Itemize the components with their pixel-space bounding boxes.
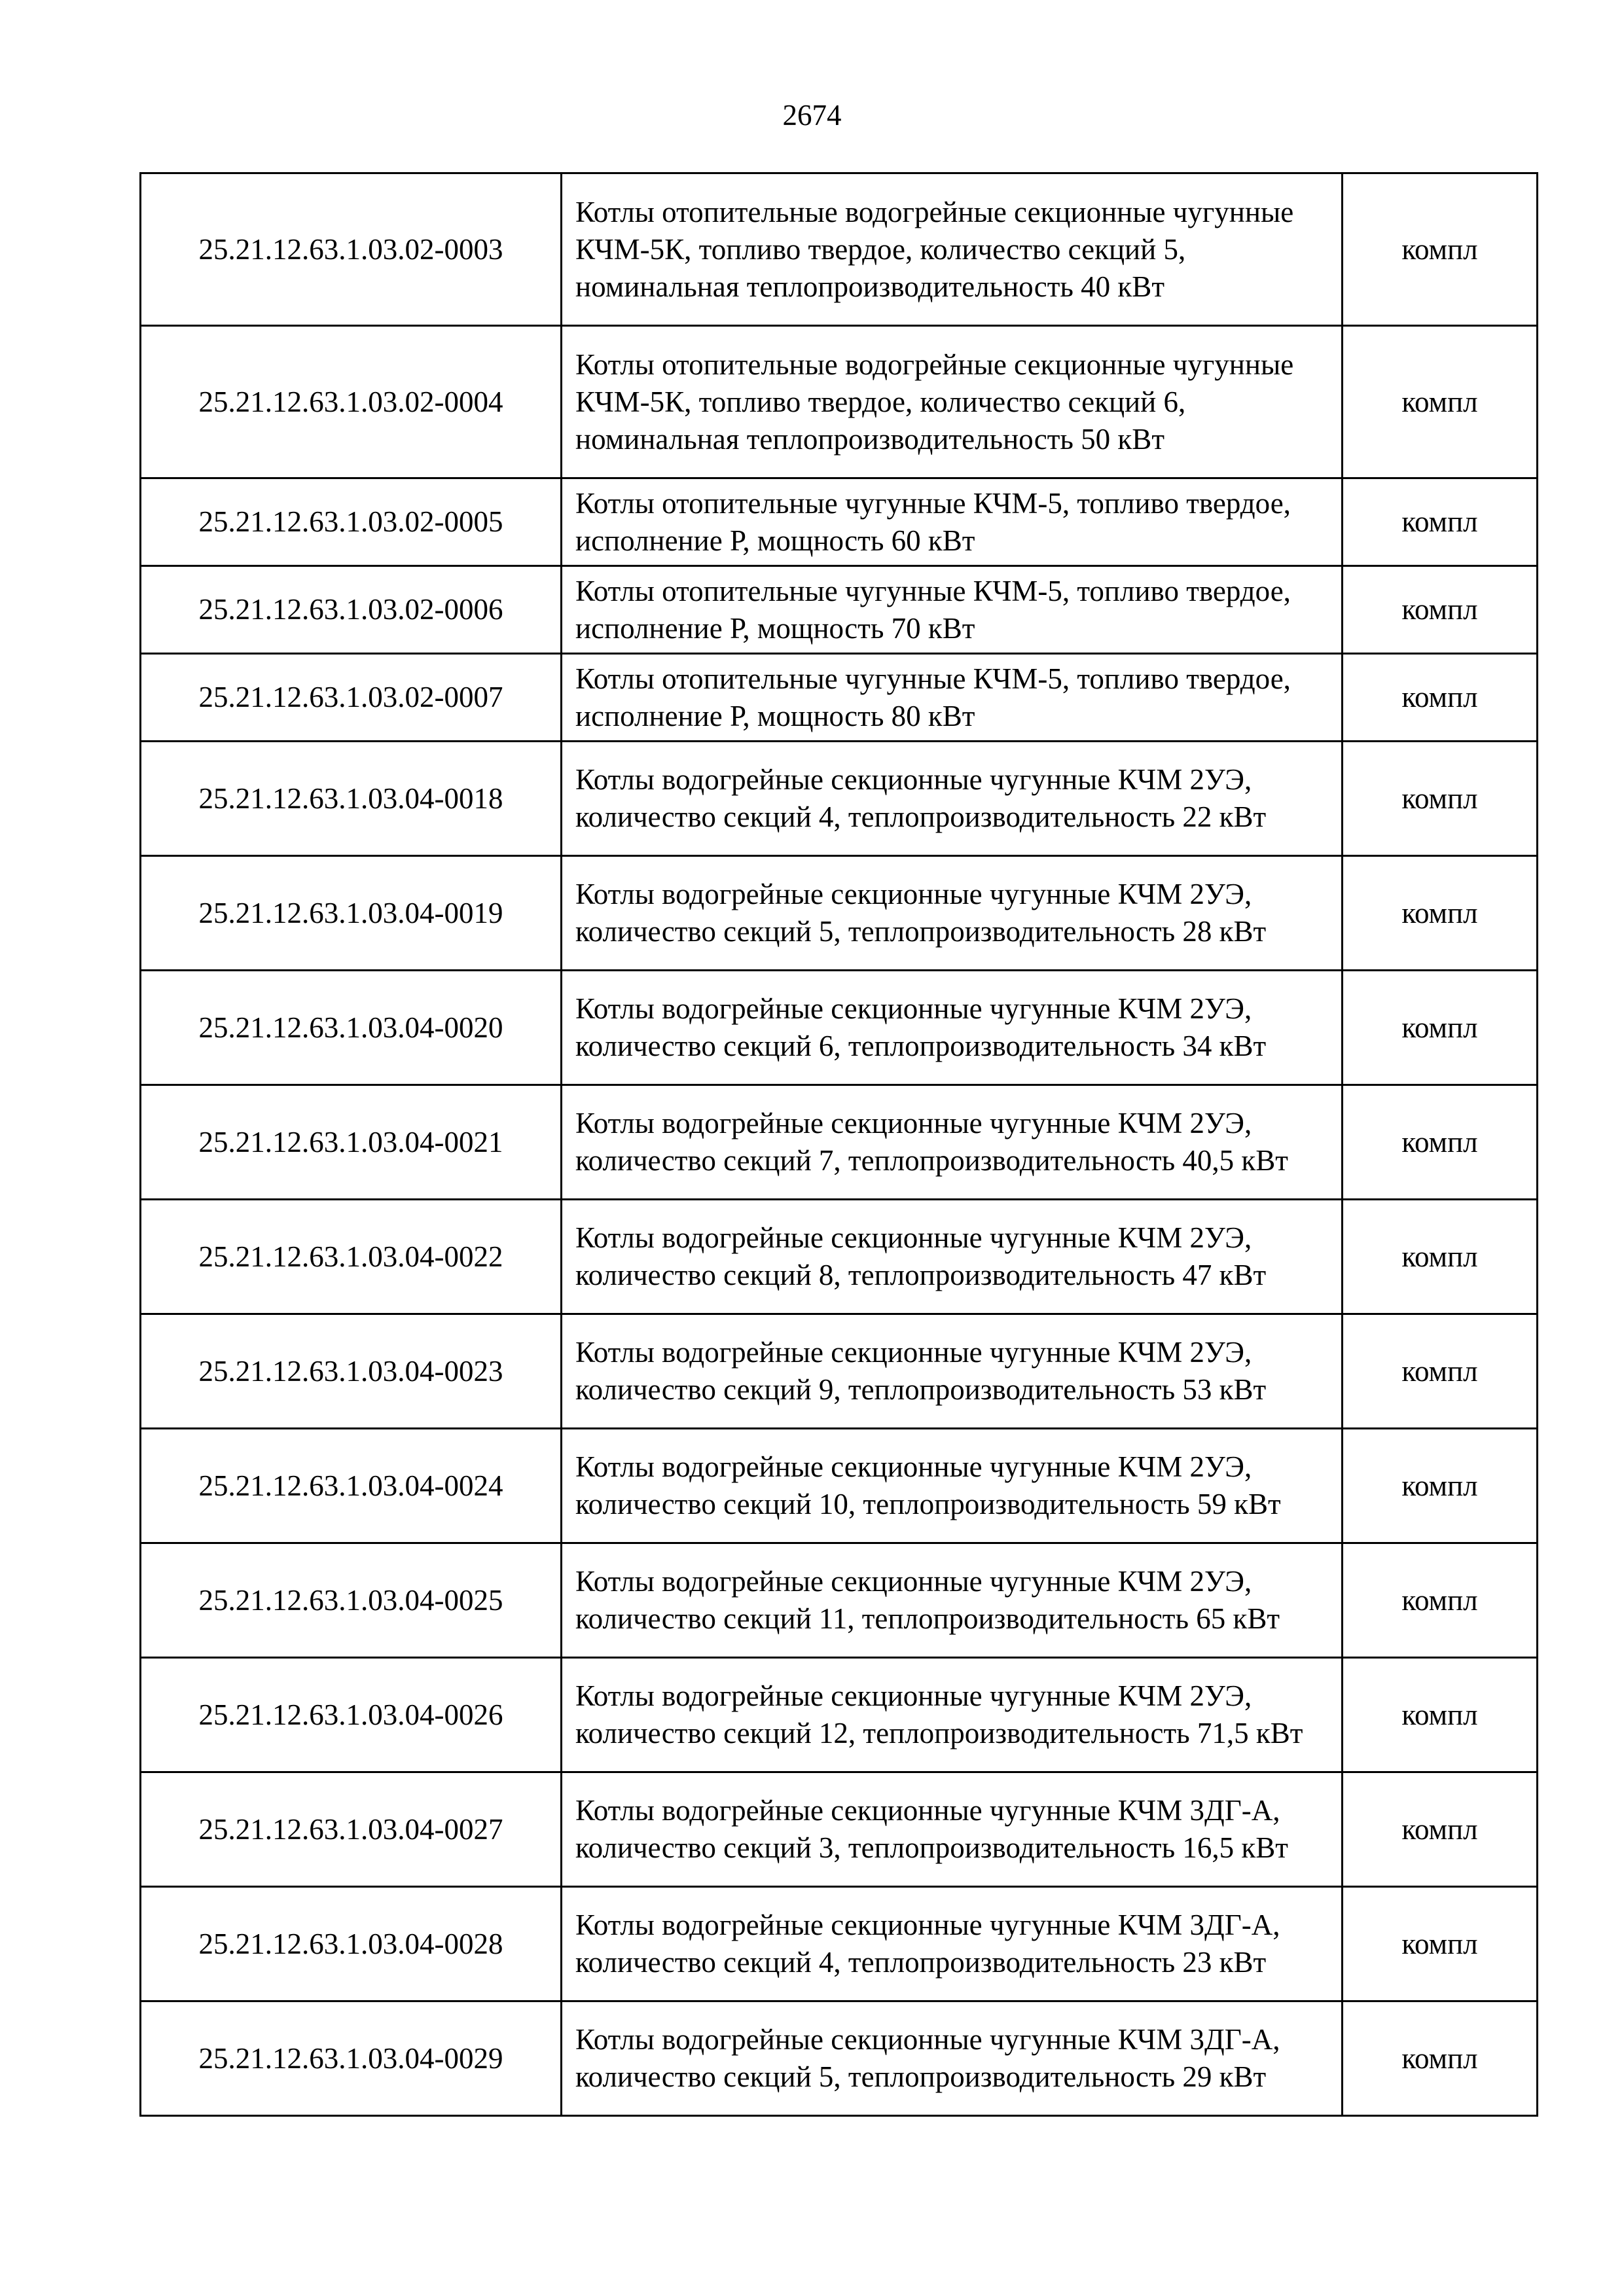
table-row [141, 173, 1538, 326]
table-row [141, 1200, 1538, 1314]
resource-code: 25.21.12.63.1.03.04-0023 [141, 1314, 562, 1429]
resource-unit: компл [1343, 566, 1538, 654]
resource-code: 25.21.12.63.1.03.02-0007 [141, 654, 562, 742]
resource-description: Котлы водогрейные секционные чугунные КЧМ 2УЭ, количество секций 9, теплопроизводительность 53 кВт [562, 1314, 1343, 1429]
resource-description: Котлы отопительные водогрейные секционные чугунные КЧМ-5К, топливо твердое, количество секций 6, номинальная теплопроизводительность 50 кВт [562, 326, 1343, 478]
table-row [141, 326, 1538, 478]
resource-description: Котлы водогрейные секционные чугунные КЧМ 2УЭ, количество секций 11, теплопроизводительность 65 кВт [562, 1543, 1343, 1658]
resource-description: Котлы водогрейные секционные чугунные КЧМ 3ДГ-А, количество секций 5, теплопроизводительность 29 кВт [562, 2001, 1343, 2116]
resource-unit: компл [1343, 478, 1538, 566]
resource-unit: компл [1343, 1200, 1538, 1314]
resource-unit: компл [1343, 856, 1538, 971]
table-row [141, 566, 1538, 654]
table-row [141, 856, 1538, 971]
resource-code: 25.21.12.63.1.03.04-0024 [141, 1429, 562, 1543]
table-row [141, 654, 1538, 742]
table-row [141, 1429, 1538, 1543]
resource-description: Котлы водогрейные секционные чугунные КЧМ 2УЭ, количество секций 6, теплопроизводительность 34 кВт [562, 971, 1343, 1085]
resource-unit: компл [1343, 1772, 1538, 1887]
resource-description: Котлы отопительные чугунные КЧМ-5, топливо твердое, исполнение Р, мощность 80 кВт [562, 654, 1343, 742]
resource-description: Котлы водогрейные секционные чугунные КЧМ 2УЭ, количество секций 10, теплопроизводительность 59 кВт [562, 1429, 1343, 1543]
resource-description: Котлы водогрейные секционные чугунные КЧМ 2УЭ, количество секций 7, теплопроизводительность 40,5 кВт [562, 1085, 1343, 1200]
resource-code: 25.21.12.63.1.03.04-0020 [141, 971, 562, 1085]
resource-code: 25.21.12.63.1.03.04-0027 [141, 1772, 562, 1887]
table-row [141, 742, 1538, 856]
table-row [141, 1314, 1538, 1429]
resource-code: 25.21.12.63.1.03.04-0022 [141, 1200, 562, 1314]
resource-unit: компл [1343, 1429, 1538, 1543]
resource-unit: компл [1343, 326, 1538, 478]
resource-code: 25.21.12.63.1.03.02-0006 [141, 566, 562, 654]
table-row [141, 1772, 1538, 1887]
resource-code: 25.21.12.63.1.03.02-0004 [141, 326, 562, 478]
table-row [141, 1658, 1538, 1772]
resource-description: Котлы отопительные водогрейные секционные чугунные КЧМ-5К, топливо твердое, количество секций 5, номинальная теплопроизводительность 40 кВт [562, 173, 1343, 326]
resource-code: 25.21.12.63.1.03.02-0003 [141, 173, 562, 326]
resource-code: 25.21.12.63.1.03.04-0026 [141, 1658, 562, 1772]
resource-unit: компл [1343, 1085, 1538, 1200]
resource-unit: компл [1343, 971, 1538, 1085]
page-number: 2674 [782, 99, 842, 132]
resource-code: 25.21.12.63.1.03.02-0005 [141, 478, 562, 566]
resource-unit: компл [1343, 1314, 1538, 1429]
resource-code: 25.21.12.63.1.03.04-0025 [141, 1543, 562, 1658]
resource-code: 25.21.12.63.1.03.04-0028 [141, 1887, 562, 2001]
table-row [141, 478, 1538, 566]
resource-description: Котлы отопительные чугунные КЧМ-5, топливо твердое, исполнение Р, мощность 70 кВт [562, 566, 1343, 654]
table-row [141, 1543, 1538, 1658]
resource-unit: компл [1343, 1887, 1538, 2001]
resource-unit: компл [1343, 654, 1538, 742]
resource-description: Котлы водогрейные секционные чугунные КЧМ 3ДГ-А, количество секций 3, теплопроизводительность 16,5 кВт [562, 1772, 1343, 1887]
resource-description: Котлы водогрейные секционные чугунные КЧМ 2УЭ, количество секций 5, теплопроизводительность 28 кВт [562, 856, 1343, 971]
resource-unit: компл [1343, 1658, 1538, 1772]
resource-description: Котлы водогрейные секционные чугунные КЧМ 2УЭ, количество секций 8, теплопроизводительность 47 кВт [562, 1200, 1343, 1314]
table-row [141, 971, 1538, 1085]
table-row [141, 1085, 1538, 1200]
resource-description: Котлы отопительные чугунные КЧМ-5, топливо твердое, исполнение Р, мощность 60 кВт [562, 478, 1343, 566]
resource-description: Котлы водогрейные секционные чугунные КЧМ 2УЭ, количество секций 12, теплопроизводительность 71,5 кВт [562, 1658, 1343, 1772]
resource-unit: компл [1343, 173, 1538, 326]
resource-code: 25.21.12.63.1.03.04-0021 [141, 1085, 562, 1200]
resource-unit: компл [1343, 742, 1538, 856]
table-row [141, 2001, 1538, 2116]
resource-description: Котлы водогрейные секционные чугунные КЧМ 2УЭ, количество секций 4, теплопроизводительность 22 кВт [562, 742, 1343, 856]
resource-code: 25.21.12.63.1.03.04-0019 [141, 856, 562, 971]
resource-code: 25.21.12.63.1.03.04-0029 [141, 2001, 562, 2116]
table-row [141, 1887, 1538, 2001]
resource-table [139, 172, 1538, 2117]
resource-unit: компл [1343, 1543, 1538, 1658]
resource-description: Котлы водогрейные секционные чугунные КЧМ 3ДГ-А, количество секций 4, теплопроизводительность 23 кВт [562, 1887, 1343, 2001]
resource-code: 25.21.12.63.1.03.04-0018 [141, 742, 562, 856]
resource-unit: компл [1343, 2001, 1538, 2116]
